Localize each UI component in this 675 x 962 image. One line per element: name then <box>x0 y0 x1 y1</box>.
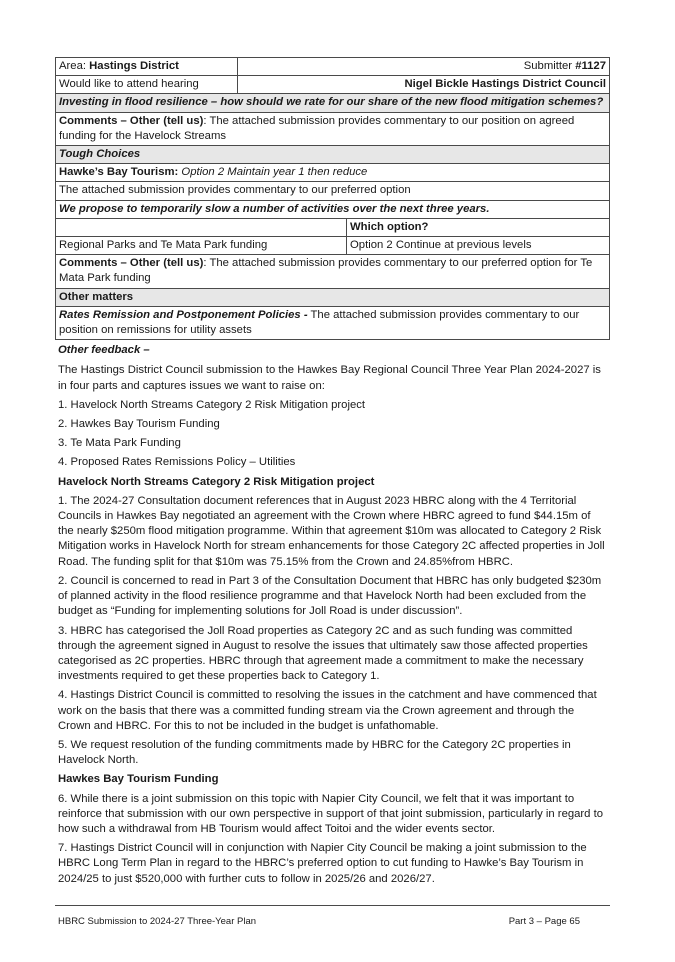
submitter-cell <box>238 58 610 76</box>
tough-choices-heading: Tough Choices <box>56 146 610 164</box>
list-item: 2. Hawkes Bay Tourism Funding <box>58 418 220 431</box>
footer-page-number: Part 3 – Page 65 <box>508 916 580 927</box>
area-cell <box>56 58 238 76</box>
tourism-note: The attached submission provides commentary to our preferred option <box>56 181 609 198</box>
parks-comment <box>56 255 610 288</box>
tourism-choice <box>56 164 610 200</box>
parks-blank-cell <box>56 218 347 236</box>
paragraph: 4. Hastings District Council is committed to resolving the issues in the catchment and have commenced that work on the basis that there was a committed funding stream via the Crown agreement and through the Crown and HBRC. For this to not be included in the budget is unfathomable. <box>58 689 597 732</box>
tourism-label: Hawke’s Bay Tourism: <box>59 166 179 179</box>
paragraph: 3. HBRC has categorised the Joll Road properties as Category 2C and as such funding was committed through the agreement signed in August to resolve the issues that ultimately saw those affected properties categorised as 2C properties. HBRC through that agreement made a commitment to make the necessary investments required to get these properties back to Category 1. <box>58 624 588 683</box>
flood-comment-text: : The attached submission provides commentary to our position on agreed funding for the Havelock Streams <box>59 114 575 142</box>
paragraph: 7. Hastings District Council will in conjunction with Napier City Council be making a joint submission to the HBRC Long Term Plan in regard to the HBRC’s preferred option to cut funding to Hawke’s Bay Tourism in 2024/25 to just $520,000 with further cuts to follow in 2025/26 and 2026/27. <box>58 842 587 885</box>
tourism-option: Option 2 Maintain year 1 then reduce <box>178 166 368 179</box>
submitter-number: #1127 <box>575 60 606 72</box>
other-feedback-label: Other feedback – <box>58 344 150 357</box>
list-item: 4. Proposed Rates Remissions Policy – Utilities <box>58 456 296 469</box>
parks-comment-text: : The attached submission provides commentary to our preferred option for Te Mata Park funding <box>59 257 593 285</box>
section-heading-havelock: Havelock North Streams Category 2 Risk Mitigation project <box>58 475 375 488</box>
paragraph: 5. We request resolution of the funding commitments made by HBRC for the Category 2C properties in Havelock North. <box>58 738 571 767</box>
parks-option: Option 2 Continue at previous levels <box>347 237 610 255</box>
area-value: Hastings District <box>89 60 179 72</box>
rates-text: The attached submission provides commentary to our position on remissions for utility assets <box>59 308 580 337</box>
intro-paragraph: The Hastings District Council submission to the Hawkes Bay Regional Council Three Year Plan 2024-2027 is in four parts and captures issues we want to raise on: <box>58 364 601 392</box>
parks-option-table <box>55 218 610 340</box>
flood-comment <box>56 112 610 145</box>
list-item: 1. Havelock North Streams Category 2 Risk Mitigation project <box>58 398 366 411</box>
submitter-header-table <box>55 57 610 219</box>
attend-cell: Would like to attend hearing <box>56 76 238 94</box>
which-option-header: Which option? <box>347 218 610 236</box>
section-heading-tourism: Hawkes Bay Tourism Funding <box>58 773 219 786</box>
parks-label: Regional Parks and Te Mata Park funding <box>56 237 347 255</box>
submitter-label: Submitter <box>523 60 576 72</box>
rates-remission <box>56 306 610 339</box>
flood-comment-label: Comments – Other (tell us) <box>59 114 204 127</box>
list-item: 3. Te Mata Park Funding <box>58 437 181 450</box>
slow-activities-heading: We propose to temporarily slow a number of activities over the next three years. <box>56 200 610 218</box>
submitter-name: Nigel Bickle Hastings District Council <box>238 76 610 94</box>
paragraph: 1. The 2024-27 Consultation document references that in August 2023 HBRC along with the 4 Territorial Councils in Hawkes Bay negotiated an agreement with the Crown where HBRC agreed to fund $44.15m of the nearly $250m flood mitigation programme. Within that agreement $10m was allocated to Category 2 Risk Mitigation works in Havelock North for stream enhancements for those Category 2C affected properties in Joll Road. The funding split for that $10m was 75.15% from the Crown and 24.85%from HBRC. <box>58 494 605 568</box>
area-label: Area: <box>59 60 90 72</box>
parks-comment-label: Comments – Other (tell us) <box>59 257 204 270</box>
paragraph: 6. While there is a joint submission on this topic with Napier City Council, we felt that it was important to reinforce that submission with our own perspective in support of that joint submission, particularly in regard to how such a withdrawal from HB Tourism would affect Toitoi and the wider events sector. <box>58 792 604 835</box>
submission-page <box>55 57 610 891</box>
other-matters-heading: Other matters <box>56 288 610 306</box>
flood-question: Investing in flood resilience – how should we rate for our share of the new flood mitigation schemes? <box>56 94 610 112</box>
footer-title: HBRC Submission to 2024-27 Three-Year Plan <box>58 916 257 927</box>
rates-label: Rates Remission and Postponement Policies - <box>59 308 308 321</box>
paragraph: 2. Council is concerned to read in Part 3 of the Consultation Document that HBRC has only budgeted $230m of planned activity in the flood resilience programme and that Havelock North had been excluded from the budget as “Funding for implementing solutions for Joll Road is under discussion”. <box>58 574 602 618</box>
footer-divider <box>55 905 610 906</box>
